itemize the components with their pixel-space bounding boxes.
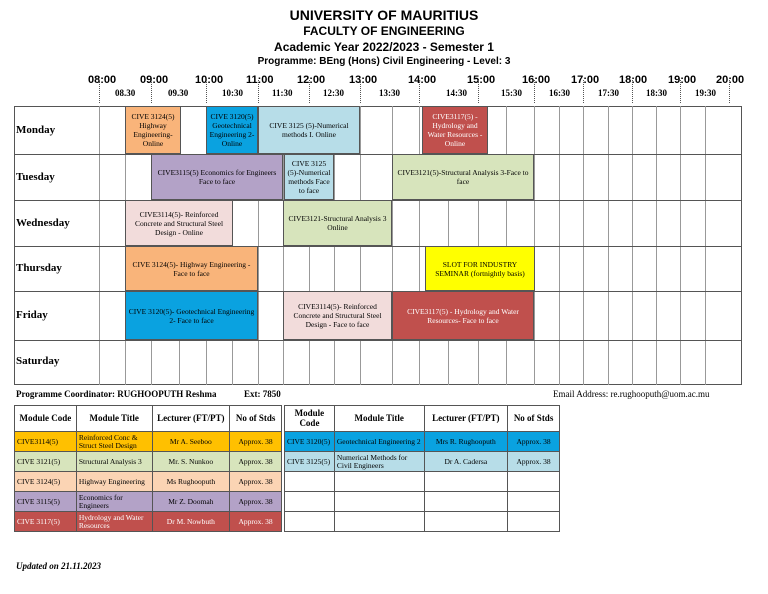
cell-title: Reinforced Conc & Struct Steel Design	[76, 432, 152, 452]
header-module-code: Module Code	[15, 406, 77, 432]
cell-lecturer	[424, 472, 508, 492]
cell-code: CIVE 3117(5)	[15, 512, 77, 532]
day-tuesday: Tuesday	[16, 171, 55, 183]
header-module-title: Module Title	[334, 406, 424, 432]
table-row	[15, 452, 282, 472]
cell-code	[285, 472, 335, 492]
half-hour-label: 13:30	[379, 88, 400, 98]
half-hour-label: 15:30	[501, 88, 522, 98]
tick	[99, 80, 100, 103]
session-block[interactable]: CIVE 3125 (5)-Numerical methods I. Online	[258, 106, 360, 154]
table-row	[285, 512, 560, 532]
cell-lecturer: Mr. S. Nunkoo	[152, 452, 230, 472]
hour-label: 14:00	[408, 74, 437, 86]
header-no-of-stds: No of Stds	[508, 406, 560, 432]
header-module-title: Module Title	[76, 406, 152, 432]
cell-stds	[508, 512, 560, 532]
tick	[258, 80, 259, 103]
header-no-of-stds: No of Stds	[230, 406, 282, 432]
half-hour-label: 11:30	[272, 88, 293, 98]
session-block[interactable]: CIVE 3125 (5)-Numerical methods Face to face	[284, 154, 334, 200]
table-row	[15, 472, 282, 492]
half-hour-label: 19:30	[695, 88, 716, 98]
table-row	[15, 512, 282, 532]
day-thursday: Thursday	[16, 262, 62, 274]
cell-title: Economics for Engineers	[76, 492, 152, 512]
half-hour-label: 18:30	[646, 88, 667, 98]
day-saturday: Saturday	[16, 355, 60, 367]
cell-title: Structural Analysis 3	[76, 452, 152, 472]
cell-stds	[508, 472, 560, 492]
cell-code: CIVE 3120(5)	[285, 432, 335, 452]
half-hour-label: 16:30	[549, 88, 570, 98]
table-row	[285, 452, 560, 472]
cell-code: CIVE3114(5)	[15, 432, 77, 452]
session-block[interactable]: CIVE3117(5) - Hydrology and Water Resources- Face to face	[392, 291, 534, 340]
session-block[interactable]: CIVE 3124(5)- Highway Engineering - Face to face	[125, 246, 258, 291]
hour-label: 08:00	[88, 74, 117, 86]
session-block[interactable]: CIVE3114(5)- Reinforced Concrete and Structural Steel Design - Face to face	[283, 291, 392, 340]
half-hour-label: 09.30	[168, 88, 189, 98]
hour-label: 11:00	[246, 74, 274, 86]
cell-title: Hydrology and Water Resources	[76, 512, 152, 532]
hour-label: 10:00	[195, 74, 224, 86]
hour-label: 13:00	[349, 74, 378, 86]
cell-title	[334, 472, 424, 492]
day-monday: Monday	[16, 124, 56, 136]
tick	[309, 80, 310, 103]
row-divider	[14, 246, 742, 247]
cell-code: CIVE 3115(5)	[15, 492, 77, 512]
tick	[360, 80, 361, 103]
cell-code: CIVE 3124(5)	[15, 472, 77, 492]
hour-label: 17:00	[571, 74, 600, 86]
cell-lecturer: Mr Z. Doomah	[152, 492, 230, 512]
cell-title: Geotechnical Engineering 2	[334, 432, 424, 452]
tick	[206, 80, 207, 103]
cell-code: CIVE 3121(5)	[15, 452, 77, 472]
cell-lecturer: Dr A. Cadersa	[424, 452, 508, 472]
programme-coordinator: Programme Coordinator: RUGHOOPUTH Reshma	[16, 389, 217, 399]
cell-stds	[508, 492, 560, 512]
table-row	[285, 492, 560, 512]
cell-title	[334, 512, 424, 532]
header-lecturer: Lecturer (FT/PT)	[152, 406, 230, 432]
cell-lecturer: Mr A. Seeboo	[152, 432, 230, 452]
programme-title: Programme: BEng (Hons) Civil Engineering - Level: 3	[257, 56, 511, 67]
half-hour-label: 14:30	[446, 88, 467, 98]
email-address: Email Address: re.rughooputh@uom.ac.mu	[553, 389, 710, 399]
session-block[interactable]: CIVE3121-Structural Analysis 3 Online	[283, 200, 392, 246]
half-hour-label: 10:30	[222, 88, 243, 98]
session-block[interactable]: CIVE3121(5)-Structural Analysis 3-Face to face	[392, 154, 534, 200]
session-block[interactable]: CIVE3115(5) Economics for Engineers Face to face	[151, 154, 283, 200]
academic-year: Academic Year 2022/2023 - Semester 1	[274, 40, 494, 54]
cell-code	[285, 492, 335, 512]
tick	[478, 80, 479, 103]
day-friday: Friday	[16, 309, 48, 321]
tick	[534, 80, 535, 103]
tick	[583, 80, 584, 103]
cell-title: Highway Engineering	[76, 472, 152, 492]
session-block[interactable]: SLOT FOR INDUSTRY SEMINAR (fortnightly basis)	[425, 246, 535, 291]
cell-stds: Approx. 38	[508, 432, 560, 452]
table-row	[15, 432, 282, 452]
hour-label: 20:00	[716, 74, 745, 86]
cell-lecturer: Dr M. Nowbuth	[152, 512, 230, 532]
cell-stds: Approx. 38	[230, 452, 282, 472]
session-block[interactable]: CIVE 3124(5) Highway Engineering-Online	[125, 106, 181, 154]
cell-title	[334, 492, 424, 512]
cell-title: Numerical Methods for Civil Engineers	[334, 452, 424, 472]
tick	[632, 80, 633, 103]
extension: Ext: 7850	[244, 389, 281, 399]
session-block[interactable]: CIVE 3120(5) Geotechnical Engineering 2- Online	[206, 106, 258, 154]
half-hour-label: 17:30	[598, 88, 619, 98]
cell-stds: Approx. 38	[230, 432, 282, 452]
table-row	[285, 472, 560, 492]
tick	[419, 80, 420, 103]
university-title: UNIVERSITY OF MAURITIUS	[289, 7, 479, 23]
cell-stds: Approx. 38	[230, 472, 282, 492]
tick	[151, 80, 152, 103]
session-block[interactable]: CIVE 3120(5)- Geotechnical Engineering 2- Face to face	[125, 291, 258, 340]
hour-label: 19:00	[668, 74, 697, 86]
tick	[680, 80, 681, 103]
hour-label: 18:00	[619, 74, 648, 86]
cell-lecturer: Ms Rughooputh	[152, 472, 230, 492]
row-divider	[14, 340, 742, 341]
session-block[interactable]: CIVE3117(5) - Hydrology and Water Resources - Online	[422, 106, 488, 154]
cell-code: CIVE 3125(5)	[285, 452, 335, 472]
hour-label: 09:00	[140, 74, 169, 86]
cell-lecturer	[424, 512, 508, 532]
cell-stds: Approx. 38	[230, 512, 282, 532]
half-hour-label: 08.30	[115, 88, 136, 98]
hour-label: 15:00	[467, 74, 496, 86]
cell-lecturer: Mrs R. Rughooputh	[424, 432, 508, 452]
table-row	[15, 492, 282, 512]
cell-lecturer	[424, 492, 508, 512]
day-wednesday: Wednesday	[16, 217, 70, 229]
session-block[interactable]: CIVE3114(5)- Reinforced Concrete and Structural Steel Design - Online	[125, 200, 233, 246]
hour-label: 12:00	[297, 74, 326, 86]
half-hour-label: 12:30	[323, 88, 344, 98]
header-lecturer: Lecturer (FT/PT)	[424, 406, 508, 432]
header-module-code: Module Code	[285, 406, 335, 432]
updated-date: Updated on 21.11.2023	[16, 561, 102, 571]
cell-code	[285, 512, 335, 532]
faculty-title: FACULTY OF ENGINEERING	[303, 24, 465, 38]
tick	[729, 80, 730, 103]
table-row	[285, 432, 560, 452]
hour-label: 16:00	[522, 74, 551, 86]
cell-stds: Approx. 38	[230, 492, 282, 512]
module-table-left	[14, 405, 282, 532]
module-table-right	[284, 405, 560, 532]
cell-stds: Approx. 38	[508, 452, 560, 472]
row-divider	[14, 154, 742, 155]
